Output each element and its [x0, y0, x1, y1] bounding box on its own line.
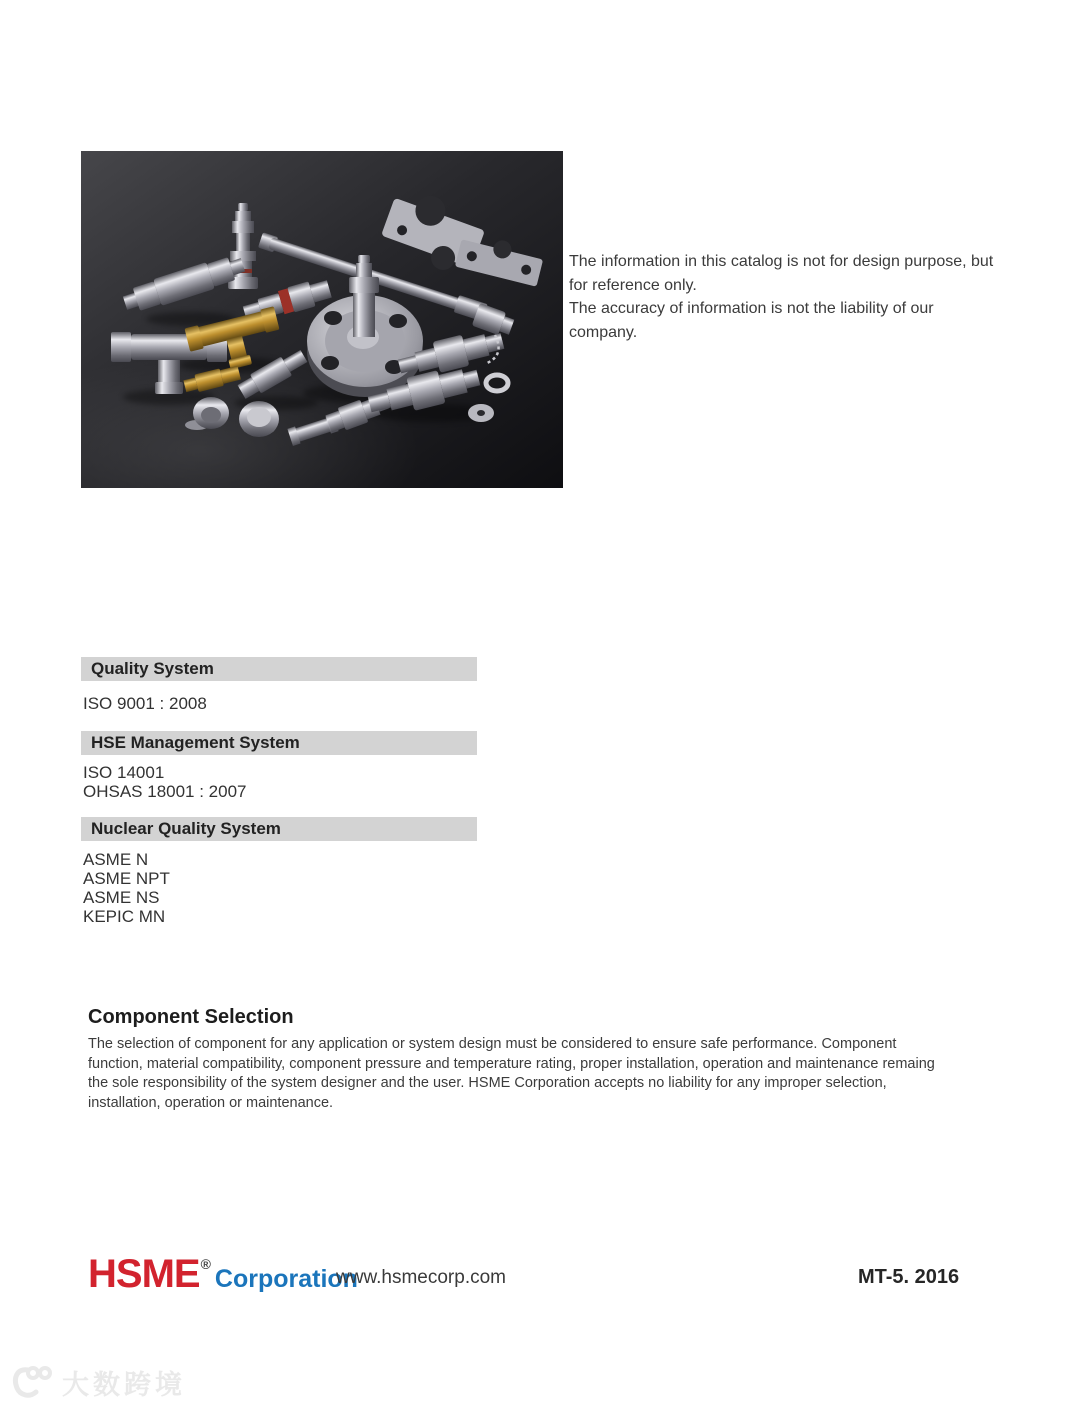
list-item: ISO 9001 : 2008	[83, 694, 207, 713]
list-item: ASME NS	[83, 888, 160, 907]
list-item: ISO 14001	[83, 763, 165, 782]
nuclear-quality-items	[81, 850, 477, 926]
watermark	[10, 1362, 186, 1402]
flare-cap	[239, 401, 279, 437]
registered-trademark-symbol: ®	[200, 1256, 211, 1272]
component-selection-section	[88, 1006, 935, 1113]
component-selection-body	[88, 1035, 935, 1113]
component-selection-title: Component Selection	[88, 1006, 294, 1028]
body-line: installation, operation or maintenance.	[88, 1094, 334, 1111]
section-header-nuclear-quality: Nuclear Quality System	[81, 817, 477, 841]
washer	[468, 404, 494, 422]
brand-suffix: Corporation	[214, 1265, 358, 1293]
list-item: ASME N	[83, 850, 149, 869]
disclaimer-line: The information in this catalog is not for design purpose, but	[569, 253, 994, 270]
list-item: ASME NPT	[83, 869, 170, 888]
hse-management-items	[81, 763, 477, 801]
certification-sections	[81, 657, 477, 926]
product-photo	[81, 151, 563, 488]
disclaimer-line: The accuracy of information is not the liability of our	[569, 300, 934, 317]
catalog-disclaimer	[569, 250, 993, 344]
watermark-logo-icon	[10, 1362, 54, 1402]
body-line: function, material compatibility, component pressure and temperature rating, proper installation, operation and maintenance remaing	[88, 1055, 935, 1072]
brand-name: HSME	[88, 1252, 200, 1296]
body-line: the sole responsibility of the system designer and the user. HSME Corporation accepts no liability for any improper selection,	[88, 1075, 887, 1091]
body-line: The selection of component for any application or system design must be considered to ensure safe performance. Component	[88, 1036, 897, 1052]
website-url: www.hsmecorp.com	[336, 1267, 506, 1288]
section-header-hse-management: HSE Management System	[81, 731, 477, 755]
disclaimer-line: company.	[569, 323, 638, 341]
disclaimer-line: for reference only.	[569, 276, 697, 294]
document-code: MT-5. 2016	[858, 1266, 960, 1288]
list-item: OHSAS 18001 : 2007	[83, 782, 247, 801]
watermark-text: 大数跨境	[62, 1369, 186, 1400]
fittings-photo-illustration	[81, 151, 563, 488]
section-header-quality-system: Quality System	[81, 657, 477, 681]
hsme-logo	[88, 1252, 358, 1297]
quality-system-items	[81, 694, 477, 713]
list-item: KEPIC MN	[83, 907, 166, 926]
